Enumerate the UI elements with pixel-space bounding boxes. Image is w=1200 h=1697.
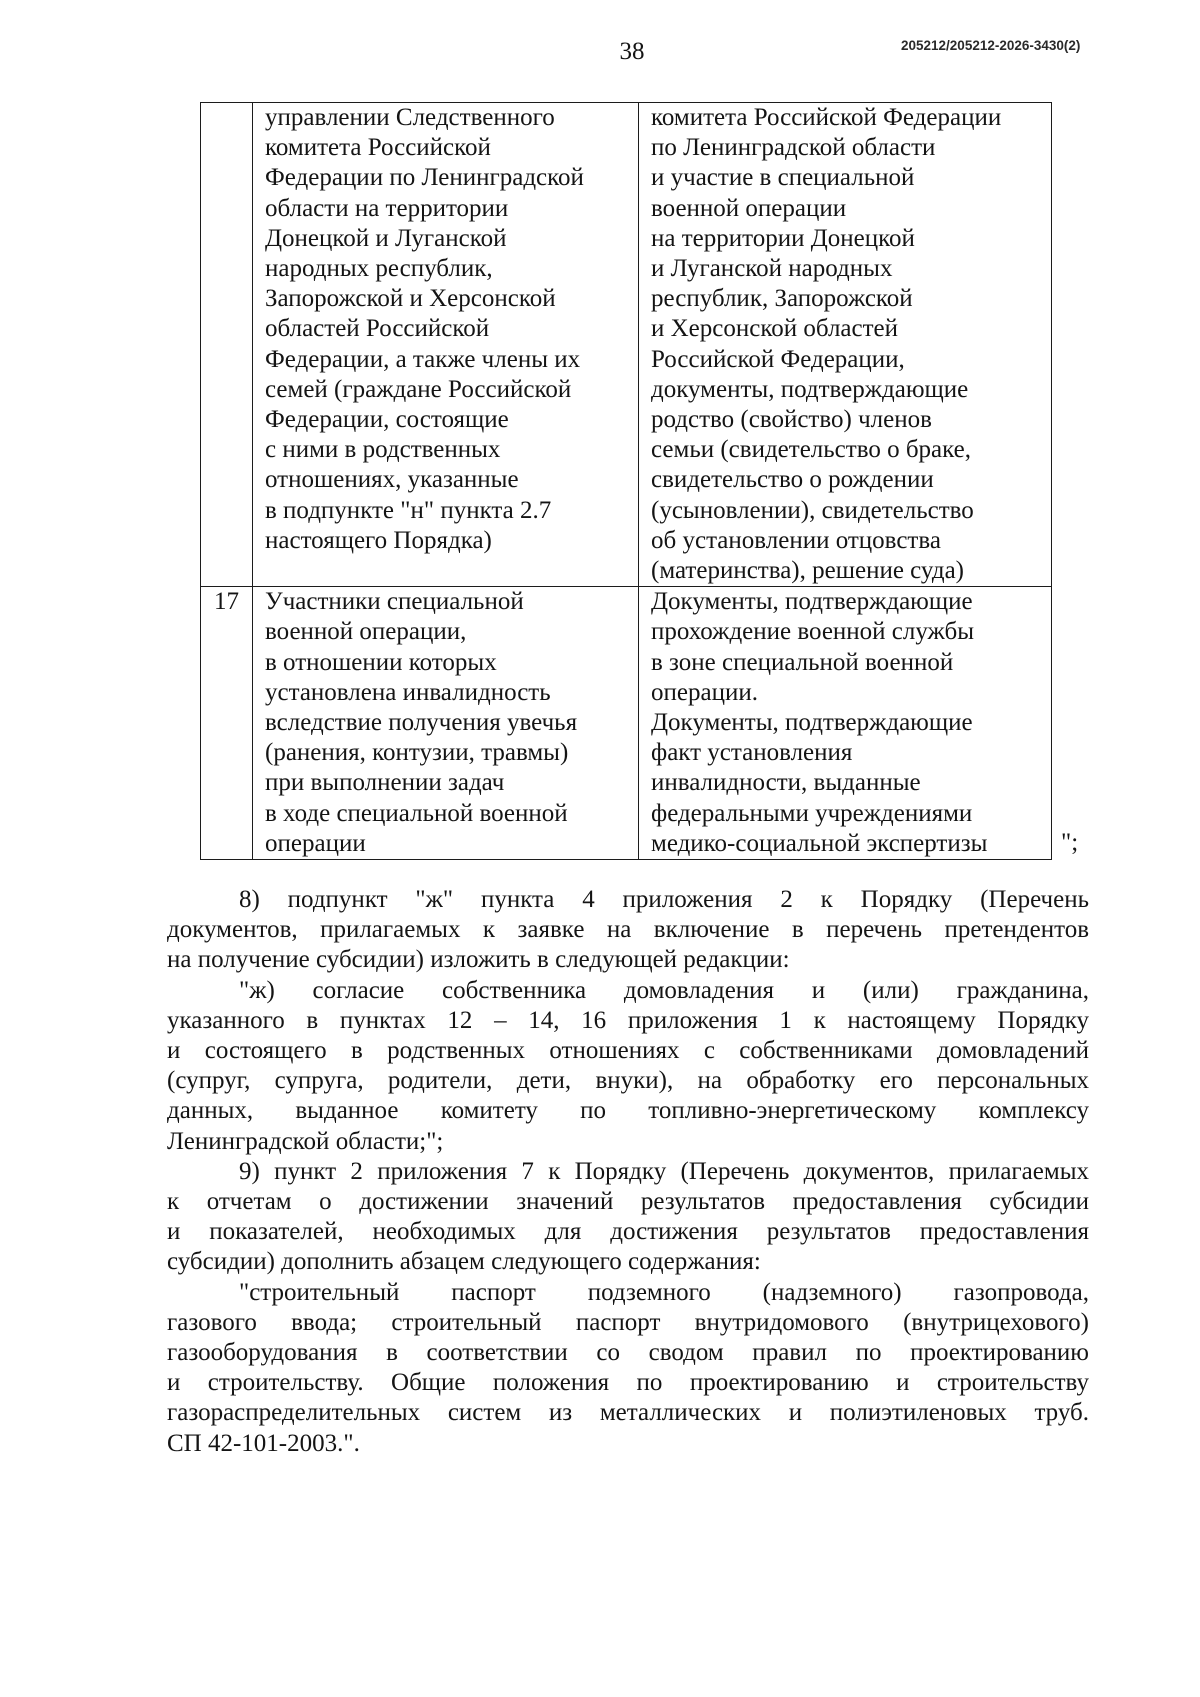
cell-text-line: комитета Российской Федерации — [651, 104, 1002, 131]
cell-text-line: по Ленинградской области — [651, 134, 936, 162]
cell-text-line: операции — [265, 829, 366, 857]
paragraph-line: СП 42-101-2003.". — [167, 1429, 360, 1457]
paragraph-line: к отчетам о достижении значений результатов предоставления субсидии — [167, 1188, 1089, 1216]
cell-text-line: медико-социальной экспертизы — [651, 829, 988, 857]
cell-text-line: Документы, подтверждающие — [651, 588, 973, 616]
paragraph-8 — [167, 885, 1089, 976]
cell-text-line: (ранения, контузии, травмы) — [265, 739, 569, 767]
cell-text-line: факт установления — [651, 739, 853, 767]
paragraph-line: и показателей, необходимых для достижения результатов предоставления — [167, 1218, 1089, 1246]
cell-text-line: семей (граждане Российской — [265, 375, 572, 403]
cell-text-line: Документы, подтверждающие — [651, 709, 973, 737]
documents-cell — [639, 587, 1052, 860]
paragraph-line: "строительный паспорт подземного (надземного) газопровода, — [239, 1278, 1089, 1306]
paragraph-line: указанного в пунктах 12 – 14, 16 приложения 1 к настоящему Порядку — [167, 1006, 1089, 1034]
cell-text-line: свидетельство о рождении — [651, 466, 934, 494]
cell-text-line: инвалидности, выданные — [651, 769, 921, 797]
paragraph-line: документов, прилагаемых к заявке на включение в перечень претендентов — [167, 916, 1089, 944]
cell-text-line: Запорожской и Херсонской — [265, 285, 556, 313]
cell-text-line: Федерации по Ленинградской — [265, 164, 584, 192]
table-row — [201, 587, 1052, 860]
paragraph-line: газораспределительных систем из металлических и полиэтиленовых труб. — [167, 1399, 1089, 1427]
paragraph-line: данных, выданное комитету по топливно-энергетическому комплексу — [167, 1097, 1089, 1125]
paragraph-line: (супруг, супруга, родители, дети, внуки), на обработку его персональных — [167, 1067, 1089, 1095]
cell-text-line: вследствие получения увечья — [265, 709, 578, 737]
cell-text-line: отношениях, указанные — [265, 466, 519, 494]
cell-text-line: документы, подтверждающие — [651, 375, 969, 403]
cell-text-line: родство (свойство) членов — [651, 406, 932, 434]
category-cell — [253, 587, 639, 860]
cell-text-line: установлена инвалидность — [265, 678, 551, 706]
cell-text-line: республик, Запорожской — [651, 285, 913, 313]
paragraph-passport — [167, 1278, 1089, 1459]
paragraph-9 — [167, 1157, 1089, 1278]
cell-text-line: Российской Федерации, — [651, 345, 905, 373]
row-number-cell — [201, 103, 253, 587]
documents-table — [200, 102, 1052, 860]
paragraph-line: на получение субсидии) изложить в следующей редакции: — [167, 946, 790, 974]
cell-text-line: военной операции, — [265, 618, 467, 646]
cell-text-line: военной операции — [651, 194, 847, 222]
cell-text-line: в подпункте "н" пункта 2.7 — [265, 496, 552, 524]
row-number-cell: 17 — [201, 587, 253, 860]
documents-cell — [639, 103, 1052, 587]
table-closing-quote: "; — [1061, 829, 1079, 856]
paragraph-line: "ж) согласие собственника домовладения и (или) гражданина, — [239, 976, 1089, 1004]
cell-text-line: семьи (свидетельство о браке, — [651, 436, 972, 464]
cell-text-line: и Луганской народных — [651, 255, 893, 283]
cell-text-line: и участие в специальной — [651, 164, 915, 192]
document-code: 205212/205212-2026-3430(2) — [901, 38, 1081, 53]
category-cell — [253, 103, 639, 587]
cell-text-line: областей Российской — [265, 315, 490, 343]
paragraph-line: 8) подпункт "ж" пункта 4 приложения 2 к Порядку (Перечень — [239, 886, 1089, 913]
paragraph-line: Ленинградской области;"; — [167, 1127, 444, 1155]
paragraph-line: газооборудования в соответствии со сводом правил по проектированию — [167, 1339, 1089, 1367]
cell-text-line: в зоне специальной военной — [651, 648, 954, 676]
paragraph-line: и состоящего в родственных отношениях с собственниками домовладений — [167, 1037, 1089, 1065]
cell-text-line: (усыновлении), свидетельство — [651, 496, 974, 524]
body-text — [167, 885, 1089, 1459]
cell-text-line: при выполнении задач — [265, 769, 505, 797]
cell-text-line: (материнства), решение суда) — [651, 557, 965, 585]
cell-text-line: комитета Российской — [265, 134, 491, 162]
cell-text-line: народных республик, — [265, 255, 493, 283]
cell-text-line: на территории Донецкой — [651, 224, 915, 252]
table-row — [201, 103, 1052, 587]
cell-text-line: и Херсонской областей — [651, 315, 899, 343]
paragraph-zh — [167, 976, 1089, 1157]
cell-text-line: об установлении отцовства — [651, 526, 941, 554]
cell-text-line: федеральными учреждениями — [651, 799, 973, 827]
cell-text-line: Федерации, состоящие — [265, 406, 509, 434]
cell-text-line: управлении Следственного — [265, 104, 555, 131]
cell-text-line: прохождение военной службы — [651, 618, 974, 646]
cell-text-line: в отношении которых — [265, 648, 497, 676]
paragraph-line: и строительству. Общие положения по проектированию и строительству — [167, 1369, 1089, 1397]
cell-text-line: области на территории — [265, 194, 509, 222]
paragraph-line: субсидии) дополнить абзацем следующего содержания: — [167, 1248, 761, 1276]
cell-text-line: Донецкой и Луганской — [265, 224, 507, 252]
cell-text-line: с ними в родственных — [265, 436, 501, 464]
cell-text-line: в ходе специальной военной — [265, 799, 568, 827]
cell-text-line: Участники специальной — [265, 588, 524, 616]
cell-text-line: операции. — [651, 678, 758, 706]
cell-text-line: настоящего Порядка) — [265, 526, 492, 554]
paragraph-line: 9) пункт 2 приложения 7 к Порядку (Перечень документов, прилагаемых — [239, 1157, 1089, 1185]
page-number: 38 — [619, 38, 645, 65]
paragraph-line: газового ввода; строительный паспорт внутридомового (внутрицехового) — [167, 1308, 1089, 1336]
cell-text-line: Федерации, а также члены их — [265, 345, 581, 373]
